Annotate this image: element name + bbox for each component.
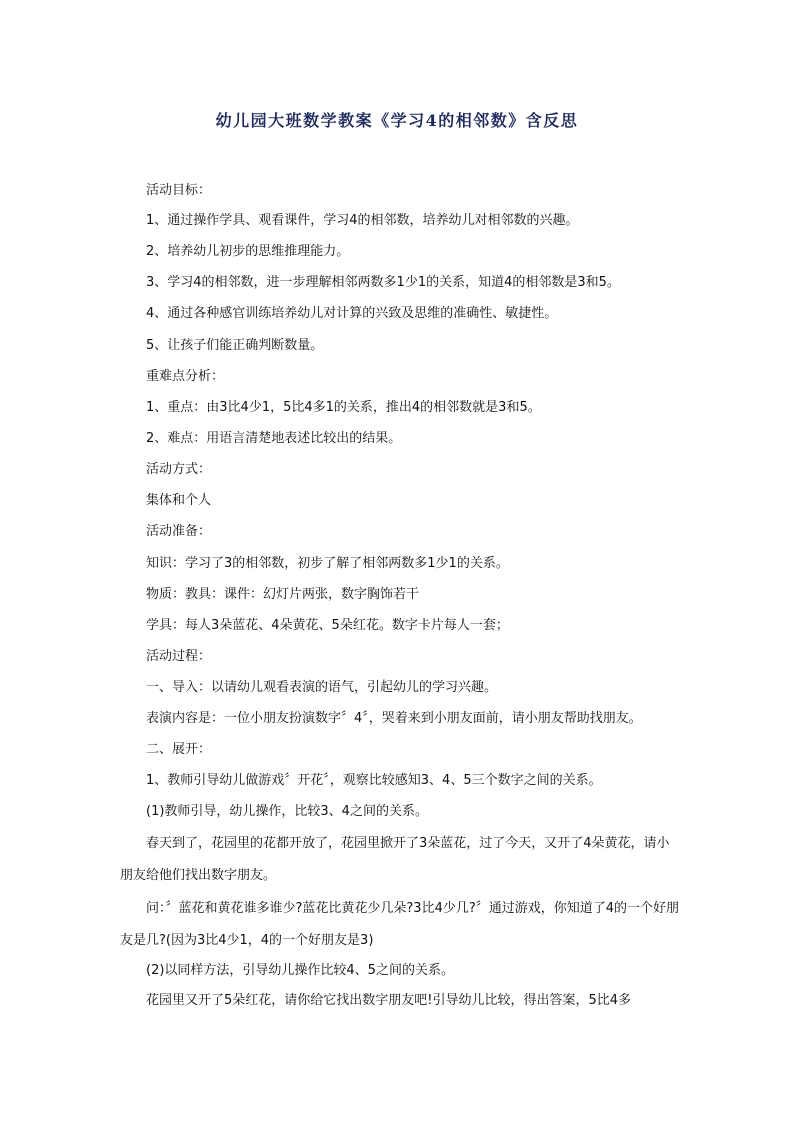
text-line-objectives-heading: 活动目标： <box>146 183 212 198</box>
text-line: 1、重点：由3比4少1，5比4多1的关系，推出4的相邻数就是3和5。 <box>146 400 541 415</box>
text-line-key-points-heading: 重难点分析： <box>146 369 225 384</box>
text-line: 一、导入：以请幼儿观看表演的语气，引起幼儿的学习兴趣。 <box>146 680 498 695</box>
text-line-process-heading: 活动过程： <box>146 649 212 664</box>
text-line: 4、通过各种感官训练培养幼儿对计算的兴致及思维的准确性、敏捷性。 <box>146 306 558 321</box>
text-line: (2)以同样方法，引导幼儿操作比较4、5之间的关系。 <box>146 963 454 978</box>
text-line: 2、培养幼儿初步的思维推理能力。 <box>146 244 350 259</box>
text-line: 2、难点：用语言清楚地表述比较出的结果。 <box>146 431 402 446</box>
text-line: 学具：每人3朵蓝花、4朵黄花、5朵红花。数字卡片每人一套； <box>146 618 509 633</box>
text-line: 物质：教具：课件：幻灯片两张，数字胸饰若干 <box>146 587 420 602</box>
text-line: 3、学习4的相邻数，进一步理解相邻两数多1少1的关系，知道4的相邻数是3和5。 <box>146 275 620 290</box>
page-title: 幼儿园大班数学教案《学习4的相邻数》含反思 <box>215 111 579 130</box>
text-line: 1、通过操作学具、观看课件，学习4的相邻数，培养幼儿对相邻数的兴趣。 <box>146 213 579 228</box>
text-line: (1)教师引导，幼儿操作，比较3、4之间的关系。 <box>146 804 428 819</box>
text-paragraph: 春天到了，花园里的花都开放了，花园里掀开了3朵蓝花，过了今天，又开了4朵黄花，请小朋友给他们找出数字朋友。 <box>120 836 670 883</box>
text-paragraph: 问：〞蓝花和黄花谁多谁少?蓝花比黄花少几朵?3比4少几?〞通过游戏，你知道了4的一个好朋友是几?(因为3比4少1，4的一个好朋友是3) <box>120 901 680 948</box>
text-line: 集体和个人 <box>146 493 212 508</box>
text-line-preparation-heading: 活动准备： <box>146 524 212 539</box>
text-line: 1、教师引导幼儿做游戏〞开花〞，观察比较感知3、4、5三个数字之间的关系。 <box>146 773 602 788</box>
text-line: 二、展开： <box>146 742 212 757</box>
text-line: 表演内容是：一位小朋友扮演数字〞4〞，哭着来到小朋友面前，请小朋友帮助找朋友。 <box>146 711 642 726</box>
text-line: 知识：学习了3的相邻数，初步了解了相邻两数多1少1的关系。 <box>146 556 509 571</box>
text-line: 5、让孩子们能正确判断数量。 <box>146 338 324 353</box>
text-line: 花园里又开了5朵红花，请你给它找出数字朋友吧!引导幼儿比较，得出答案，5比4多 <box>146 993 632 1008</box>
text-line-method-heading: 活动方式： <box>146 462 212 477</box>
